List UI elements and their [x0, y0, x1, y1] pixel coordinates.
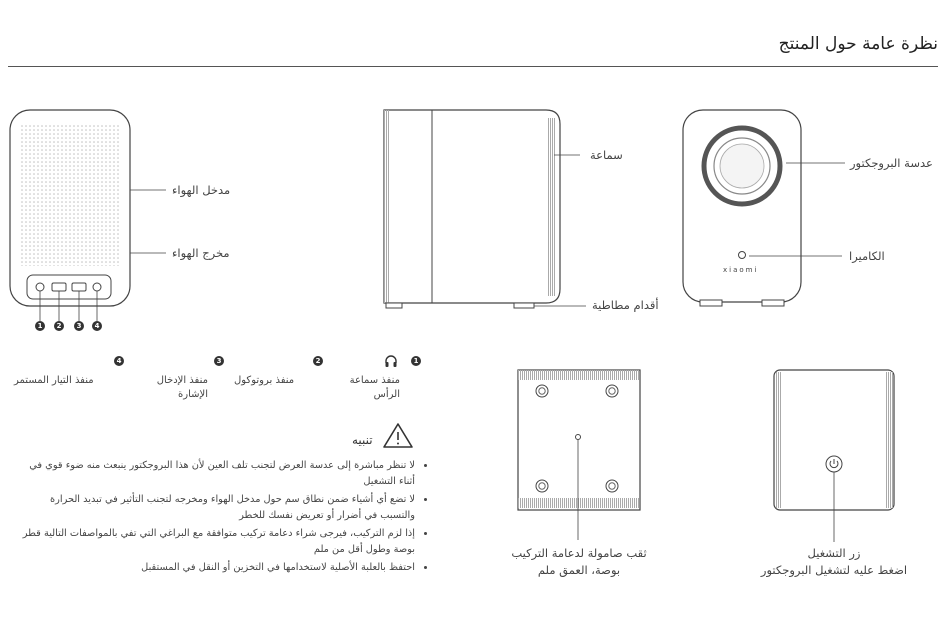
speaker-label: سماعة: [590, 148, 623, 162]
caution-list: [15, 458, 429, 579]
front-view-drawing: [683, 110, 845, 306]
power-button-desc: اضغط عليه لتشغيل البروجكتور: [760, 563, 908, 577]
camera-label: الكاميرا: [849, 249, 885, 263]
legend-label-3: منفذ الإدخال الإشارة: [156, 375, 208, 400]
legend-label-4: منفذ التيار المستمر: [14, 375, 94, 386]
air-vent-grille: [20, 124, 120, 266]
hdmi-port: [72, 283, 86, 291]
mount-hole-caption: [498, 545, 660, 579]
legend-number-3: 3: [214, 356, 224, 366]
port-number-2: 2: [54, 321, 64, 331]
port-number-1: 1: [35, 321, 45, 331]
usb-port: [52, 283, 66, 291]
power-button-title: زر التشغيل: [807, 546, 861, 560]
headphone-icon: [384, 354, 398, 368]
back-view-drawing: [10, 110, 166, 321]
caution-item: • لا تنظر مباشرة إلى عدسة العرض لتجنب تلف العين لأن هذا البروجكتور ينبعث منه ضوء قوي في أثناء التشغيل: [15, 458, 415, 489]
caution-item: • لا تضع أي أشياء ضمن نطاق سم حول مدخل الهواء ومخرجه لتجنب التأثير في تبديد الحرارة والتسبب في أضرار أو تعريض نفسك للخطر: [15, 492, 415, 523]
brand-logo: xiaomi: [723, 266, 759, 274]
top-view-drawing: [774, 370, 894, 542]
port-number-3: 3: [74, 321, 84, 331]
mount-nut-hole: [576, 435, 581, 440]
caution-title: تنبيه: [352, 433, 373, 447]
side-view-drawing: [384, 110, 586, 308]
headphone-port: [36, 283, 44, 291]
mount-hole-spec: بوصة، العمق ملم: [537, 563, 621, 577]
power-button-caption: [748, 545, 920, 579]
air-inlet-label: مدخل الهواء: [172, 183, 231, 197]
rubber-feet-label: أقدام مطاطية: [592, 298, 659, 312]
page-title: نظرة عامة حول المنتج: [778, 34, 938, 54]
caution-item: • إذا لزم التركيب، فيرجى شراء دعامة تركيب متوافقة مع البراغي التي تفي بالمواصفات التالية قطر بوصة وطول أقل من ملم: [15, 526, 415, 557]
legend-number-4: 4: [114, 356, 124, 366]
legend-number-2: 2: [313, 356, 323, 366]
camera-lens: [739, 252, 746, 259]
caution-item: • احتفظ بالعلبة الأصلية لاستخدامها في التخزين أو النقل في المستقبل: [15, 560, 415, 576]
legend-number-1: 1: [411, 356, 421, 366]
air-outlet-label: مخرج الهواء: [172, 246, 230, 260]
speaker-grille: [548, 118, 555, 296]
bottom-view-drawing: [518, 370, 640, 540]
legend-label-2: منفذ بروتوكول: [234, 375, 295, 386]
warning-icon: [384, 424, 412, 447]
dc-port: [93, 283, 101, 291]
mount-hole-title: ثقب صامولة لدعامة التركيب: [511, 546, 647, 560]
legend-label-1: منفذ سماعة الرأس: [349, 375, 400, 400]
port-number-4: 4: [92, 321, 102, 331]
lens-label: عدسة البروجكتور: [850, 156, 933, 170]
